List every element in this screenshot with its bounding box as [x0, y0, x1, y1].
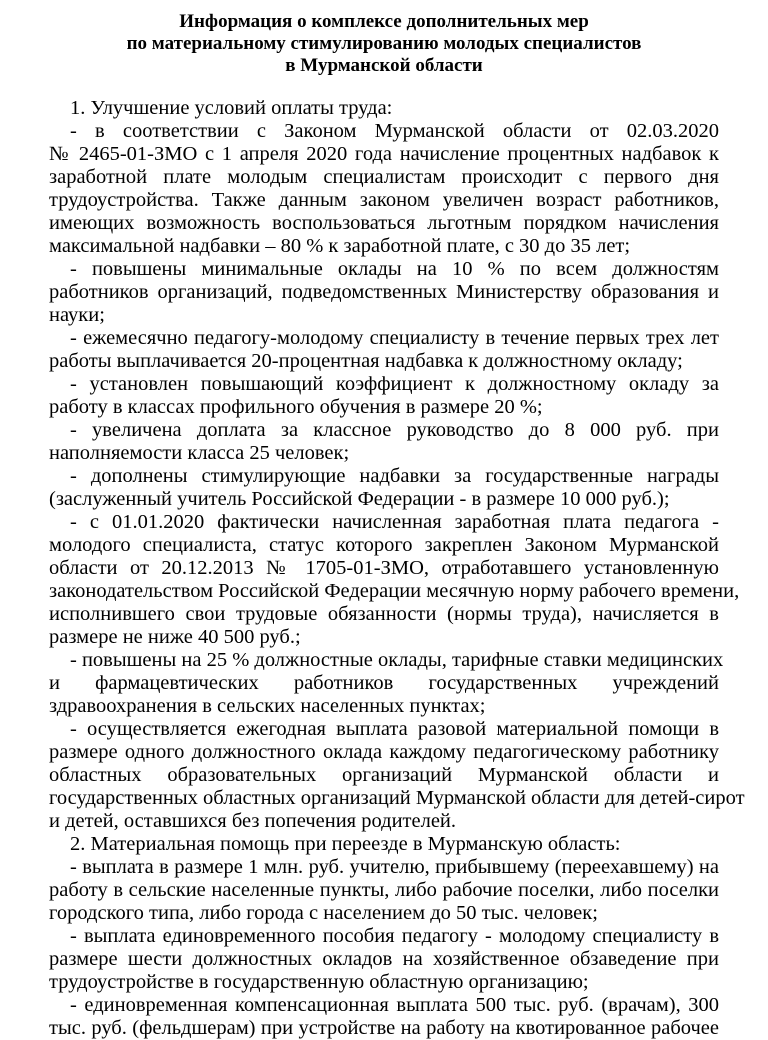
paragraph-line: исполнившего свои трудовые обязанности (нормы труда), начисляется в: [49, 603, 719, 625]
paragraph-line: - с 01.01.2020 фактически начисленная заработная плата педагога -: [70, 511, 719, 533]
paragraph-line: государственных областных организаций Мурманской области для детей-сирот: [49, 787, 745, 809]
document-title-line-1: Информация о комплексе дополнительных мер: [179, 11, 589, 32]
paragraph-line: - дополнены стимулирующие надбавки за государственные награды: [70, 465, 719, 487]
paragraph-line: - выплата единовременного пособия педагогу - молодому специалисту в: [70, 925, 719, 947]
paragraph-line: области от 20.12.2013 № 1705-01-ЗМО, отработавшего установленную: [49, 557, 719, 579]
paragraph-line: наполняемости класса 25 человек;: [49, 442, 350, 464]
paragraph-line: работу в классах профильного обучения в размере 20 %;: [49, 396, 543, 418]
paragraph-line: заработной плате молодым специалистам происходит с первого дня: [49, 166, 719, 188]
paragraph-line: городского типа, либо города с населением до 50 тыс. человек;: [49, 902, 598, 924]
paragraph-line: максимальной надбавки – 80 % к заработной плате, с 30 до 35 лет;: [49, 235, 631, 257]
paragraph-line: № 2465-01-ЗМО с 1 апреля 2020 года начисление процентных надбавок к: [49, 143, 719, 165]
paragraph-line: и детей, оставшихся без попечения родителей.: [49, 810, 457, 832]
paragraph-line: - осуществляется ежегодная выплата разовой материальной помощи в: [70, 718, 719, 740]
document-title-line-2: по материальному стимулированию молодых специалистов: [126, 33, 642, 54]
paragraph-line: тыс. руб. (фельдшерам) при устройстве на работу на квотированное рабочее: [49, 1017, 719, 1039]
paragraph-line: - выплата в размере 1 млн. руб. учителю, прибывшему (переехавшему) на: [70, 856, 719, 878]
paragraph-line: законодательством Российской Федерации месячную норму рабочего времени,: [49, 580, 740, 602]
paragraph-line: размере шести должностных окладов на хозяйственное обзаведение при: [49, 948, 719, 970]
paragraph-line: - установлен повышающий коэффициент к должностному окладу за: [70, 373, 719, 395]
paragraph-line: размере одного должностного оклада каждому педагогическому работнику: [49, 741, 719, 763]
paragraph-line: работы выплачивается 20-процентная надбавка к должностному окладу;: [49, 350, 683, 372]
paragraph-line: - единовременная компенсационная выплата 500 тыс. руб. (врачам), 300: [70, 994, 719, 1016]
paragraph-line: - в соответствии с Законом Мурманской области от 02.03.2020: [70, 120, 719, 142]
paragraph-line: молодого специалиста, статус которого закреплен Законом Мурманской: [49, 534, 719, 556]
paragraph-line: и фармацевтических работников государственных учреждений: [49, 672, 719, 694]
paragraph-line: - повышены минимальные оклады на 10 % по всем должностям: [70, 258, 719, 280]
paragraph-line: науки;: [49, 304, 105, 326]
paragraph-line: - ежемесячно педагогу-молодому специалисту в течение первых трех лет: [70, 327, 719, 349]
section-heading-2: 2. Материальная помощь при переезде в Мурманскую область:: [70, 833, 621, 855]
paragraph-line: - повышены на 25 % должностные оклады, тарифные ставки медицинских: [70, 649, 724, 671]
paragraph-line: работу в сельские населенные пункты, либо рабочие поселки, либо поселки: [49, 879, 719, 901]
paragraph-line: работников организаций, подведомственных Министерству образования и: [49, 281, 719, 303]
paragraph-line: здравоохранения в сельских населенных пунктах;: [49, 695, 486, 717]
paragraph-line: размере не ниже 40 500 руб.;: [49, 626, 301, 648]
paragraph-line: имеющих возможность воспользоваться льготным порядком начисления: [49, 212, 719, 234]
paragraph-line: - увеличена доплата за классное руководство до 8 000 руб. при: [70, 419, 719, 441]
paragraph-line: трудоустройства. Также данным законом увеличен возраст работников,: [49, 189, 719, 211]
paragraph-line: (заслуженный учитель Российской Федерации - в размере 10 000 руб.);: [49, 488, 670, 510]
section-heading-1: 1. Улучшение условий оплаты труда:: [70, 97, 393, 119]
paragraph-line: областных образовательных организаций Мурманской области и: [49, 764, 719, 786]
document-title-line-3: в Мурманской области: [285, 55, 483, 76]
paragraph-line: трудоустройстве в государственную областную организацию;: [49, 971, 589, 993]
